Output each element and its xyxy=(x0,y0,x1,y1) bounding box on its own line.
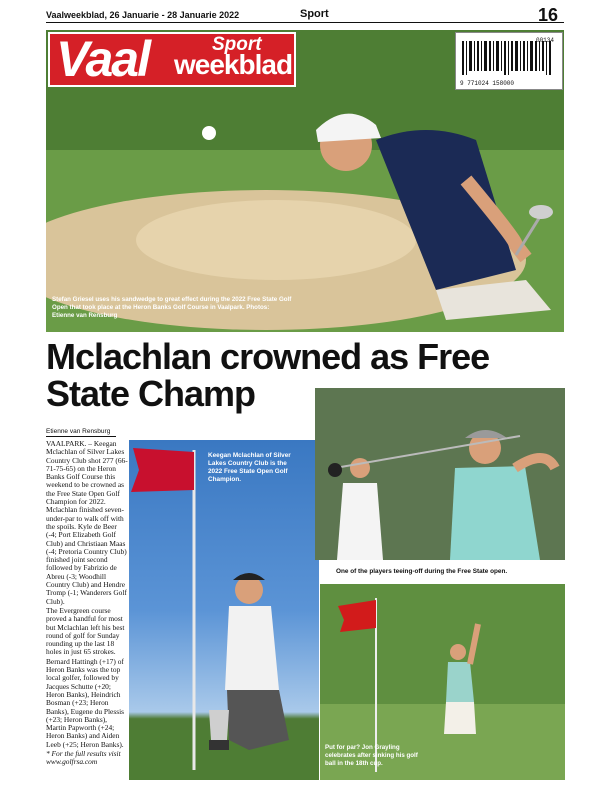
tee-off-illustration xyxy=(315,388,565,560)
champion-illustration xyxy=(129,440,319,780)
masthead-sport: Sport xyxy=(212,34,262,55)
paragraph: The Evergreen course proved a handful for most but Mclachlan left his best round of golf for Sunday rounding up the last 18 holes in just 65 strokes. xyxy=(46,605,125,657)
article-body xyxy=(46,440,128,768)
masthead-vaal: Vaal xyxy=(56,31,150,87)
paragraph: VAALPARK. – Keegan Mclachlan of Silver Lakes Country Club shot 277 (66-71-75-65) on the Heron Banks Golf Course this weekend to be crowned as the Free State Open Golf Champion for 2022. Mclachlan finished seven-under-par to walk off with the spoils. Kyle de Beer (-4; Port Elizabeth Golf Club) and Christiaan Maas (-4; Pretoria Country Club) finished joint second followed by Fabrizio de Abreu (-3; Woodhill Country Club) and Hendre Tromp (-1; Wanderers Golf Club). xyxy=(46,439,128,606)
page-number: 16 xyxy=(538,5,559,25)
masthead-logo xyxy=(48,32,296,87)
results-footnote: * For the full results visit www.golfrsa.com xyxy=(46,748,121,767)
issue-date: Vaalweekblad, 26 Januarie - 28 Januarie 2022 xyxy=(46,10,240,20)
barcode xyxy=(455,32,563,90)
barcode-issue-code: 00134 xyxy=(535,37,554,44)
section-label: Sport xyxy=(300,8,329,20)
celebration-caption: Put for par? Jon Grayling celebrates after sinking his golf ball in the 18th cup. xyxy=(325,744,418,767)
trophy-caption: Keegan Mclachlan of Silver Lakes Country Club is the 2022 Free State Open Golf Champion. xyxy=(208,452,291,483)
photo-champion-trophy xyxy=(129,440,319,780)
masthead-weekblad: weekblad xyxy=(174,49,293,80)
tee-off-caption: One of the players teeing-off during the Free State open. xyxy=(336,568,508,575)
barcode-number: 9 771024 158000 xyxy=(460,80,515,87)
byline: Etienne van Rensburg xyxy=(46,428,116,437)
photo-tee-off xyxy=(315,388,565,560)
paragraph: Bernard Hattingh (+17) of Heron Banks was the top local golfer, followed by Jacques Schutte (+20; Heron Banks), Heindrich Bosman (+23; Heron Banks), Eugene du Plessis (+23; Heron Banks), Martin Papworth (+24; Heron Banks) and Aiden Leeb (+25; Heron Banks). xyxy=(46,656,125,749)
barcode-bars xyxy=(462,41,556,75)
headline: Mclachlan crowned as Free State Champ xyxy=(46,336,490,414)
hero-caption: Stefan Griesel uses his sandwedge to great effect during the 2022 Free State Golf Open that took place at the Heron Banks Golf Course in Vaalpark. Photos: Etienne van Rensburg xyxy=(52,296,292,319)
header-rule xyxy=(46,22,564,23)
